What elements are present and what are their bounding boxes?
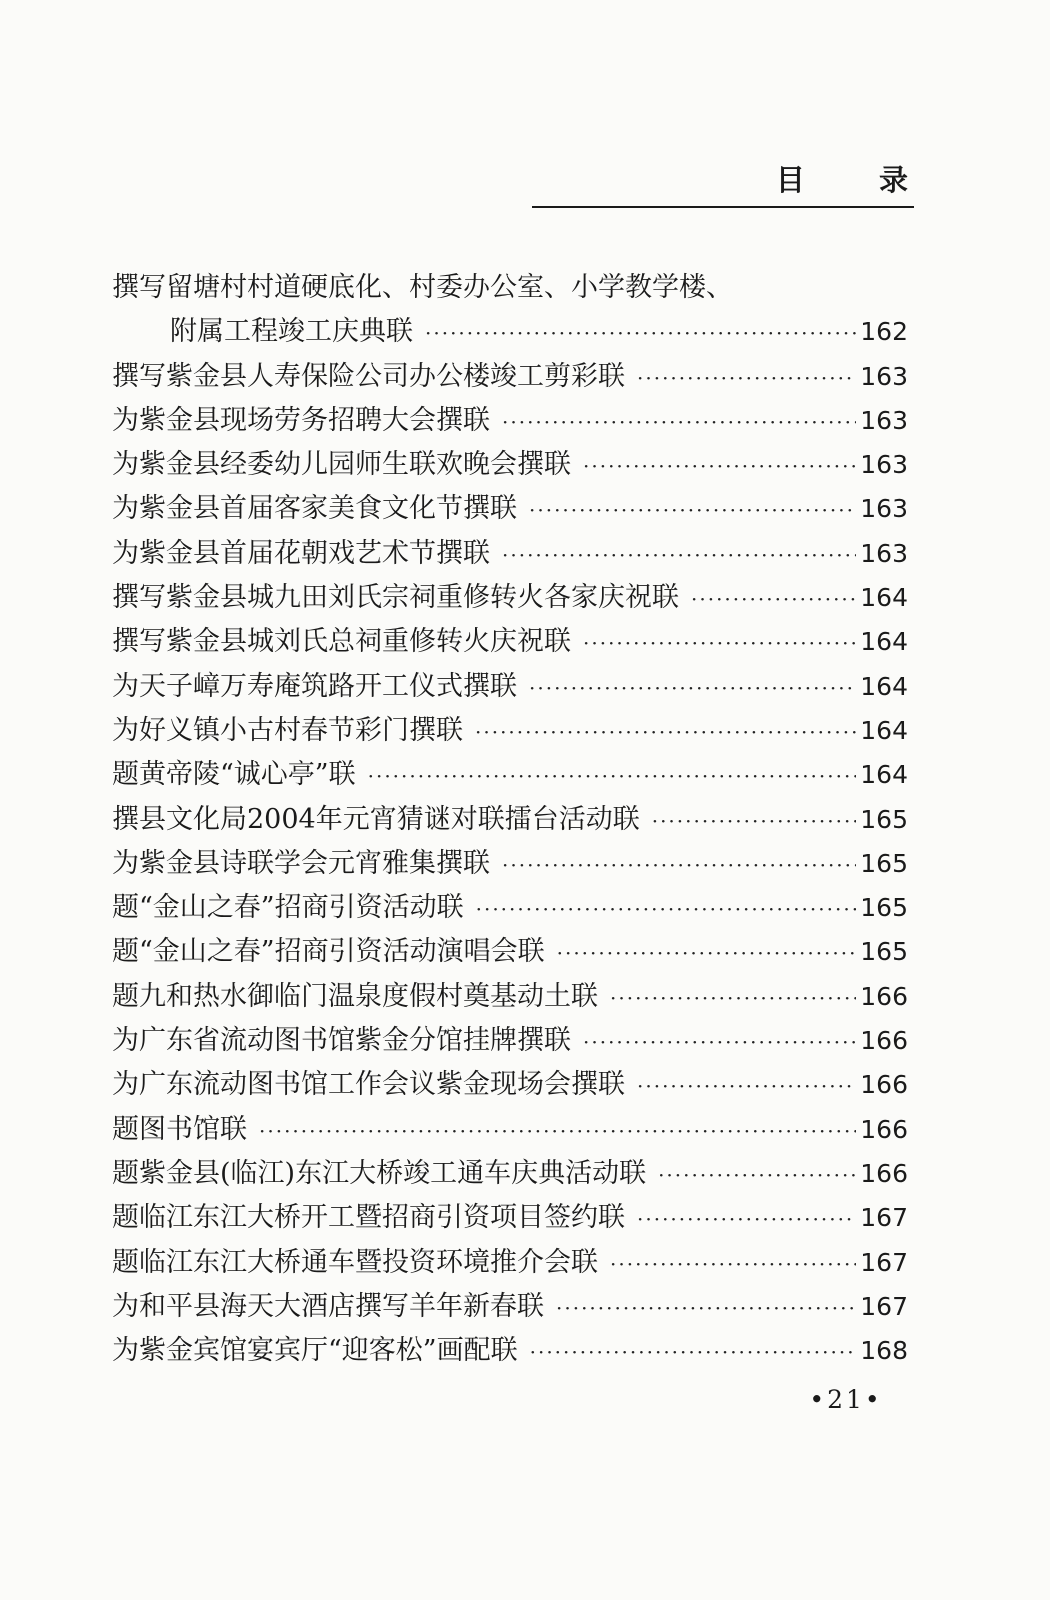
dot-leader — [658, 1153, 856, 1197]
dot-leader — [557, 931, 857, 975]
toc-entry-title: 题紫金县(临江)东江大桥竣工通车庆典活动联 — [112, 1157, 647, 1189]
toc-entry — [112, 532, 908, 576]
dot-leader — [475, 710, 856, 754]
toc-entry-title: 题图书馆联 — [112, 1113, 247, 1145]
page-title: 目 录 — [775, 163, 940, 197]
toc-entry — [112, 443, 908, 487]
toc-entry — [112, 487, 908, 531]
dot-leader — [530, 1330, 857, 1374]
toc-entry-page: 163 — [860, 538, 908, 568]
dot-leader — [502, 400, 856, 444]
toc-entry — [112, 1196, 908, 1240]
toc-entry-title: 撰写留塘村村道硬底化、村委办公室、小学教学楼、 — [112, 272, 733, 303]
toc-entry — [112, 930, 908, 974]
dot-leader — [610, 1242, 856, 1286]
toc-entry-title: 题“金山之春”招商引资活动联 — [112, 892, 464, 924]
toc-entry-page: 165 — [860, 893, 908, 923]
dot-leader — [637, 1064, 856, 1108]
toc-entry-page: 164 — [860, 627, 908, 657]
toc-entry-title: 为广东流动图书馆工作会议紫金现场会撰联 — [112, 1069, 625, 1101]
dot-leader — [368, 754, 857, 798]
toc-entry-page: 167 — [860, 1203, 908, 1233]
toc-entry-page: 163 — [860, 450, 908, 480]
page-number: •21• — [809, 1385, 883, 1414]
toc-entry-title: 为好义镇小古村春节彩门撰联 — [112, 714, 463, 746]
toc-entry-page: 168 — [860, 1336, 908, 1366]
dot-leader — [502, 533, 856, 577]
toc-entry — [112, 1329, 908, 1373]
toc-entry-title: 撰写紫金县城刘氏总祠重修转火庆祝联 — [112, 626, 571, 658]
toc-entry-page: 162 — [860, 317, 908, 347]
toc-entry-page: 163 — [860, 405, 908, 435]
dot-leader — [502, 843, 856, 887]
toc-entry-page: 166 — [860, 981, 908, 1011]
dot-leader — [425, 311, 856, 355]
toc-entry-title: 撰写紫金县城九田刘氏宗祠重修转火各家庆祝联 — [112, 582, 679, 614]
dot-leader — [610, 976, 856, 1020]
toc-entry — [112, 709, 908, 753]
toc-entry-title: 题临江东江大桥开工暨招商引资项目签约联 — [112, 1202, 625, 1234]
toc-entry-page: 165 — [860, 848, 908, 878]
toc-entry-page: 164 — [860, 583, 908, 613]
toc-entry-title: 为天子嶂万寿庵筑路开工仪式撰联 — [112, 670, 517, 702]
dot-leader — [259, 1109, 856, 1153]
toc-entry — [112, 576, 908, 620]
toc-entry — [112, 310, 908, 354]
toc-entry — [112, 1152, 908, 1196]
dot-leader — [652, 799, 857, 843]
toc-entry — [112, 620, 908, 664]
toc-entry-page: 166 — [860, 1114, 908, 1144]
toc-entry-page: 164 — [860, 760, 908, 790]
toc-entry — [112, 399, 908, 443]
toc-entry-title: 题黄帝陵“诚心亭”联 — [112, 759, 356, 791]
toc-entry-title: 题九和热水御临门温泉度假村奠基动土联 — [112, 980, 598, 1012]
dot-leader — [637, 356, 856, 400]
table-of-contents — [112, 266, 908, 1373]
toc-entry-title: 为和平县海天大酒店撰写羊年新春联 — [112, 1290, 544, 1322]
toc-entry-title: 为紫金县首届花朝戏艺术节撰联 — [112, 537, 490, 569]
toc-entry — [112, 1108, 908, 1152]
toc-entry-title: 为紫金县首届客家美食文化节撰联 — [112, 493, 517, 525]
toc-entry-page: 163 — [860, 494, 908, 524]
toc-entry-title: 为紫金县诗联学会元宵雅集撰联 — [112, 847, 490, 879]
toc-entry-page: 167 — [860, 1291, 908, 1321]
dot-leader — [583, 1020, 856, 1064]
toc-entry-page: 164 — [860, 671, 908, 701]
toc-entry-title: 题“金山之春”招商引资活动演唱会联 — [112, 936, 545, 968]
toc-entry-title: 撰县文化局2004年元宵猜谜对联擂台活动联 — [112, 803, 640, 835]
toc-entry-page: 164 — [860, 715, 908, 745]
toc-entry-title: 题临江东江大桥通车暨投资环境推介会联 — [112, 1246, 598, 1278]
toc-entry-page: 165 — [860, 937, 908, 967]
toc-entry-page: 167 — [860, 1247, 908, 1277]
toc-entry-page: 166 — [860, 1070, 908, 1100]
toc-entry — [112, 975, 908, 1019]
dot-leader — [583, 444, 856, 488]
toc-entry-title: 为紫金县现场劳务招聘大会撰联 — [112, 404, 490, 436]
toc-entry-title: 为紫金宾馆宴宾厅“迎客松”画配联 — [112, 1335, 518, 1367]
toc-entry — [112, 1063, 908, 1107]
toc-entry-title: 附属工程竣工庆典联 — [170, 316, 413, 348]
dot-leader — [556, 1286, 856, 1330]
toc-entry — [112, 266, 908, 310]
toc-entry — [112, 886, 908, 930]
toc-entry — [112, 1241, 908, 1285]
header-rule — [532, 206, 914, 208]
toc-entry-title: 撰写紫金县人寿保险公司办公楼竣工剪彩联 — [112, 360, 625, 392]
running-header — [532, 150, 940, 210]
toc-entry — [112, 665, 908, 709]
dot-leader — [529, 666, 856, 710]
toc-entry — [112, 842, 908, 886]
toc-entry-title: 为广东省流动图书馆紫金分馆挂牌撰联 — [112, 1025, 571, 1057]
toc-entry-page: 165 — [860, 804, 908, 834]
toc-entry-page: 166 — [860, 1158, 908, 1188]
toc-entry-page: 163 — [860, 361, 908, 391]
dot-leader — [691, 577, 856, 621]
dot-leader — [637, 1197, 856, 1241]
toc-entry — [112, 1285, 908, 1329]
dot-leader — [529, 488, 856, 532]
toc-entry — [112, 798, 908, 842]
dot-leader — [583, 621, 856, 665]
toc-entry-title: 为紫金县经委幼儿园师生联欢晚会撰联 — [112, 449, 571, 481]
toc-entry-page: 166 — [860, 1026, 908, 1056]
toc-entry — [112, 1019, 908, 1063]
dot-leader — [476, 887, 857, 931]
toc-entry — [112, 753, 908, 797]
toc-entry — [112, 355, 908, 399]
